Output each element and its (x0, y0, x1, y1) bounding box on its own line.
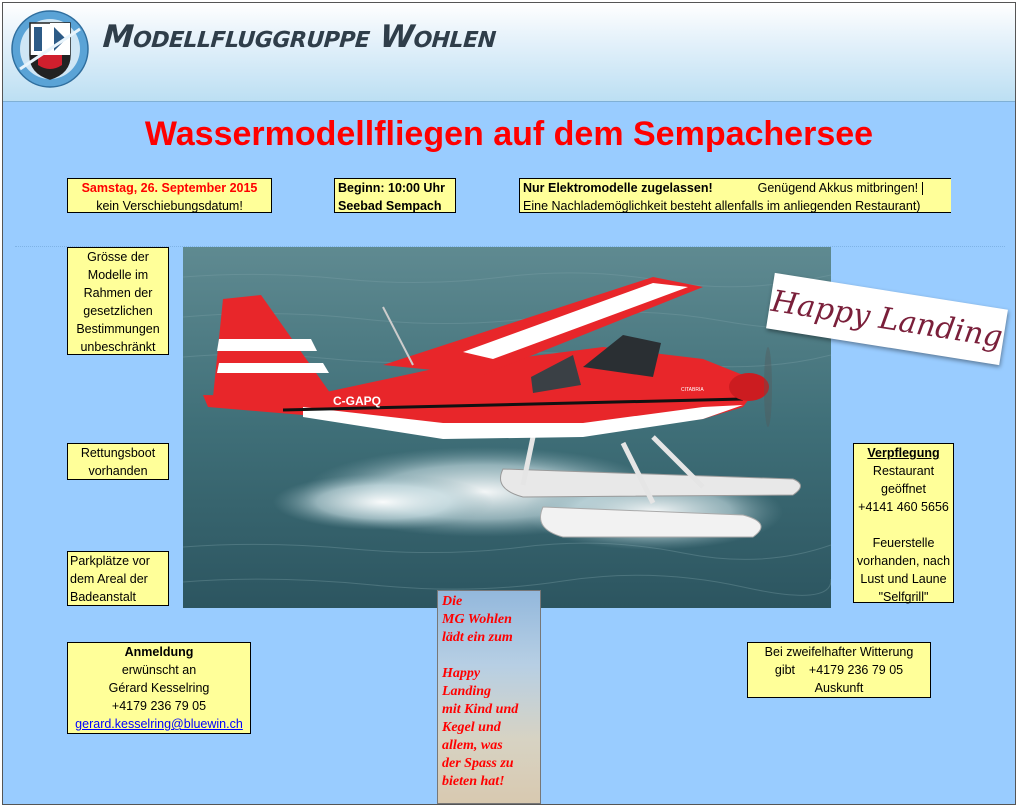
plane-model-label: CITABRIA (681, 387, 704, 393)
plane-registration: C-GAPQ (333, 394, 381, 408)
event-title: Wassermodellfliegen auf dem Sempachersee (144, 115, 874, 153)
batteries-note: Genügend Akkus mitbringen! (757, 181, 919, 195)
rules-box (519, 178, 951, 213)
no-postponement-note: kein Verschiebungsdatum! (96, 199, 243, 213)
start-box (334, 178, 456, 213)
date-box (67, 178, 272, 213)
start-time: Beginn: 10:00 Uhr (338, 181, 445, 195)
club-name: Modellfluggruppe Wohlen (101, 19, 498, 55)
parking-box: Parkplätze vor dem Areal der Badeanstalt (67, 551, 169, 606)
weather-box: Bei zweifelhafter Witterung gibt +4179 236 79 05 Auskunft (747, 642, 931, 698)
seaplane-photo (183, 247, 831, 608)
header-banner (3, 3, 1015, 102)
club-shield-logo (10, 9, 90, 89)
contact-email-link[interactable]: gerard.kesselring@bluewin.ch (75, 717, 243, 731)
invitation-panel: Die MG Wohlen lädt ein zum Happy Landing mit Kind und Kegel und allem, was der Spass zu bieten hat! (437, 590, 541, 804)
catering-heading: Verpflegung (867, 446, 940, 460)
happy-landing-sticker: Happy Landing (766, 273, 1008, 365)
model-size-box: Grösse der Modelle im Rahmen der gesetzlichen Bestimmungen unbeschränkt (67, 247, 169, 355)
registration-heading: Anmeldung (124, 645, 194, 659)
start-place: Seebad Sempach (338, 199, 442, 213)
flyer-page (2, 2, 1016, 805)
event-date: Samstag, 26. September 2015 (81, 181, 258, 195)
catering-box: Verpflegung Restaurant geöffnet +4141 460 5656 Feuerstelle vorhanden, nach Lust und Laune "Selfgrill" (853, 443, 954, 603)
electric-only-rule: Nur Elektromodelle zugelassen! (523, 181, 713, 195)
registration-box: Anmeldung erwünscht an Gérard Kesselring +4179 236 79 05 gerard.kesselring@bluewin.ch (67, 642, 251, 734)
rescue-boat-box: Rettungsboot vorhanden (67, 443, 169, 480)
charging-note: Eine Nachlademöglichkeit besteht allenfalls im anliegenden Restaurant) (523, 199, 921, 213)
